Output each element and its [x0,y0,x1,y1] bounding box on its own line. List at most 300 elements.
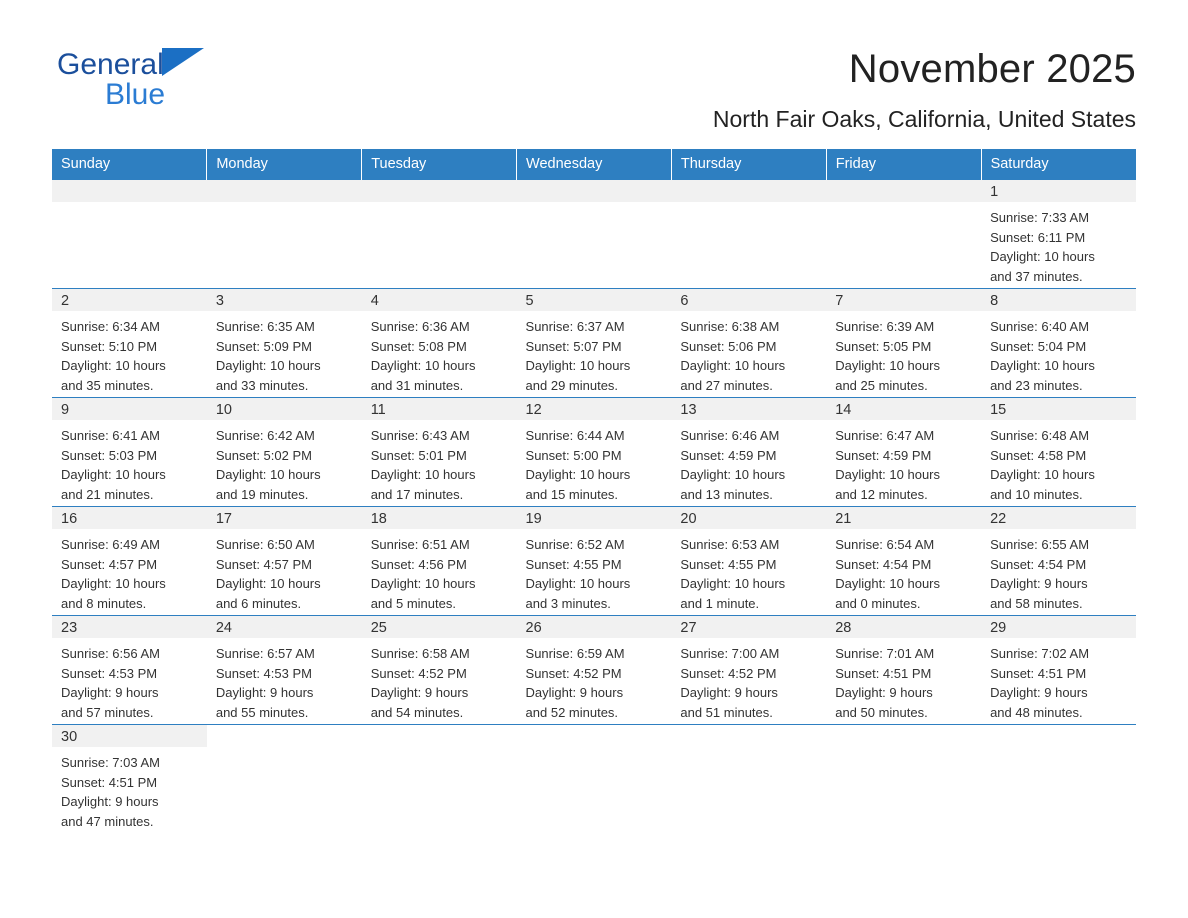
sunrise-text: Sunrise: 7:01 AM [835,646,935,661]
sunset-text: Sunset: 5:02 PM [215,447,312,463]
calendar-day-cell[interactable] [517,289,672,398]
day-cell-inner [826,507,981,615]
daylight-text: Daylight: 10 hours [215,358,321,374]
sun-info [671,311,826,395]
day-cell-inner [826,725,981,833]
calendar-day-cell[interactable] [517,616,672,725]
daylight-text: Daylight: 10 hours [215,576,321,592]
calendar-empty-cell [362,180,517,289]
calendar-day-cell[interactable] [207,507,362,616]
day-number-band [826,725,981,747]
calendar-empty-cell [207,180,362,289]
calendar-day-cell[interactable] [52,507,207,616]
daylight-text-cont: and 25 minutes. [835,377,928,393]
calendar-day-cell[interactable] [671,507,826,616]
day-cell-inner [981,616,1136,724]
day-cell-inner [671,398,826,506]
daylight-text: Daylight: 10 hours [680,358,786,374]
sun-info [52,529,207,613]
day-cell-inner [517,398,672,506]
sunrise-text: Sunrise: 6:37 AM [525,319,625,334]
day-number-band [981,507,1136,529]
sunset-text: Sunset: 4:58 PM [990,447,1087,463]
daylight-text: Daylight: 10 hours [61,576,166,592]
sunrise-text: Sunrise: 7:00 AM [680,646,780,661]
sun-info [52,638,207,722]
sun-info [517,638,672,722]
day-cell-inner [362,725,517,833]
calendar-day-cell[interactable] [52,398,207,507]
calendar-day-cell[interactable] [826,398,981,507]
calendar-week-row [52,725,1136,834]
sunrise-text: Sunrise: 6:49 AM [61,537,160,552]
sun-info [981,202,1136,286]
daylight-text: Daylight: 9 hours [61,794,159,810]
sunset-text: Sunset: 5:03 PM [61,447,158,463]
day-number-band [671,507,826,529]
calendar-day-cell[interactable] [671,398,826,507]
daylight-text: Daylight: 10 hours [525,358,631,374]
daylight-text: Daylight: 9 hours [680,685,778,701]
calendar-day-cell[interactable] [826,507,981,616]
sunset-text: Sunset: 5:09 PM [215,338,312,354]
calendar-day-cell[interactable] [207,289,362,398]
weekday-header-friday: Friday [826,149,981,180]
daylight-text-cont: and 48 minutes. [990,704,1083,720]
daylight-text: Daylight: 10 hours [525,467,631,483]
sunrise-text: Sunrise: 6:44 AM [525,428,625,443]
daylight-text-cont: and 0 minutes. [835,595,921,611]
daylight-text-cont: and 37 minutes. [990,268,1083,284]
day-number-band [517,725,672,747]
day-number: 16 [61,511,78,527]
sunset-text: Sunset: 5:10 PM [61,338,158,354]
logo-top-row [57,46,327,82]
calendar-day-cell[interactable] [826,289,981,398]
sun-info [362,420,517,504]
sunset-text: Sunset: 5:06 PM [680,338,777,354]
calendar-empty-cell [207,725,362,834]
day-number: 7 [835,293,844,309]
day-number-band [207,180,362,202]
day-cell-inner [517,289,672,397]
calendar-day-cell[interactable] [207,616,362,725]
sun-info [207,529,362,613]
sunrise-text: Sunrise: 7:02 AM [990,646,1090,661]
day-cell-inner [52,180,207,288]
daylight-text-cont: and 5 minutes. [370,595,456,611]
day-number-band [671,289,826,311]
daylight-text-cont: and 50 minutes. [835,704,928,720]
day-number: 21 [835,511,852,527]
daylight-text: Daylight: 9 hours [61,685,159,701]
sun-info [207,420,362,504]
day-number: 23 [61,620,78,636]
daylight-text-cont: and 8 minutes. [61,595,147,611]
day-number: 27 [680,620,697,636]
calendar-week-row [52,398,1136,507]
calendar-body [52,180,1136,833]
day-number: 1 [990,184,999,200]
daylight-text: Daylight: 10 hours [990,467,1095,483]
daylight-text-cont: and 6 minutes. [215,595,302,611]
day-number: 4 [370,293,379,309]
day-number: 20 [680,511,697,527]
day-number: 26 [525,620,542,636]
sun-info [52,747,207,831]
sun-info [362,311,517,395]
day-cell-inner [981,289,1136,397]
day-number: 15 [990,402,1007,418]
sunset-text: Sunset: 5:01 PM [370,447,467,463]
sunrise-text: Sunrise: 6:57 AM [215,646,315,661]
day-number-band [826,289,981,311]
day-number-band [981,180,1136,202]
sunset-text: Sunset: 4:53 PM [215,665,312,681]
sun-info [826,529,981,613]
day-cell-inner [362,180,517,288]
logo-text-general: General [57,48,164,81]
sunset-text: Sunset: 4:55 PM [680,556,777,572]
daylight-text-cont: and 29 minutes. [525,377,619,393]
calendar-table [52,149,1136,833]
calendar-day-cell[interactable] [362,507,517,616]
daylight-text: Daylight: 10 hours [835,467,940,483]
daylight-text: Daylight: 9 hours [990,685,1088,701]
daylight-text-cont: and 1 minute. [680,595,760,611]
calendar-day-cell[interactable] [826,616,981,725]
calendar-day-cell[interactable] [207,398,362,507]
sunrise-text: Sunrise: 6:39 AM [835,319,935,334]
sunrise-text: Sunrise: 6:42 AM [215,428,315,443]
daylight-text: Daylight: 10 hours [835,358,940,374]
daylight-text-cont: and 51 minutes. [680,704,773,720]
weekday-header-row [52,149,1136,180]
day-number-band [517,180,672,202]
day-cell-inner [207,616,362,724]
sunset-text: Sunset: 5:07 PM [525,338,622,354]
daylight-text: Daylight: 9 hours [835,685,933,701]
sunset-text: Sunset: 4:57 PM [61,556,158,572]
day-number: 3 [215,293,224,309]
weekday-header-sunday: Sunday [52,149,207,180]
calendar-empty-cell [362,725,517,834]
day-cell-inner [826,289,981,397]
daylight-text-cont: and 27 minutes. [680,377,773,393]
sunrise-text: Sunrise: 6:46 AM [680,428,780,443]
calendar-empty-cell [671,725,826,834]
day-cell-inner [52,616,207,724]
sun-info [671,529,826,613]
day-number-band [52,616,207,638]
daylight-text-cont: and 58 minutes. [990,595,1083,611]
daylight-text: Daylight: 10 hours [680,467,786,483]
sunset-text: Sunset: 5:00 PM [525,447,622,463]
day-number: 30 [61,729,78,745]
day-number: 18 [370,511,387,527]
sunrise-text: Sunrise: 6:48 AM [990,428,1090,443]
calendar-week-row [52,616,1136,725]
day-number-band [362,507,517,529]
day-cell-inner [671,725,826,833]
day-cell-inner [826,616,981,724]
daylight-text-cont: and 33 minutes. [215,377,309,393]
calendar-day-cell[interactable] [362,616,517,725]
day-number: 19 [525,511,542,527]
calendar-empty-cell [52,180,207,289]
day-cell-inner [517,507,672,615]
sunrise-text: Sunrise: 6:58 AM [370,646,470,661]
daylight-text: Daylight: 9 hours [370,685,469,701]
day-number: 8 [990,293,999,309]
calendar-day-cell[interactable] [362,398,517,507]
day-cell-inner [517,725,672,833]
day-number-band [362,725,517,747]
page-header [52,0,1136,133]
sunrise-text: Sunrise: 6:43 AM [370,428,470,443]
day-number-band [207,616,362,638]
day-cell-inner [517,180,672,288]
calendar-empty-cell [517,725,672,834]
daylight-text-cont: and 52 minutes. [525,704,619,720]
day-number-band [517,398,672,420]
sunset-text: Sunset: 4:52 PM [525,665,622,681]
sunset-text: Sunset: 4:55 PM [525,556,622,572]
daylight-text-cont: and 19 minutes. [215,486,309,502]
sunrise-text: Sunrise: 6:53 AM [680,537,780,552]
day-cell-inner [517,616,672,724]
sun-info [826,420,981,504]
daylight-text-cont: and 3 minutes. [525,595,611,611]
sun-info [52,420,207,504]
sunset-text: Sunset: 4:51 PM [990,665,1087,681]
day-number-band [207,289,362,311]
daylight-text-cont: and 55 minutes. [215,704,309,720]
day-number-band [981,289,1136,311]
day-number-band [826,180,981,202]
day-number-band [207,507,362,529]
sunset-text: Sunset: 4:54 PM [990,556,1087,572]
calendar-week-row [52,180,1136,289]
title-block [327,46,1136,133]
sunrise-text: Sunrise: 6:52 AM [525,537,625,552]
daylight-text-cont: and 54 minutes. [370,704,464,720]
sun-info [52,311,207,395]
day-number: 12 [525,402,542,418]
day-number: 22 [990,511,1007,527]
sun-info [826,311,981,395]
day-cell-inner [52,725,207,833]
sun-info [671,638,826,722]
sunset-text: Sunset: 4:57 PM [215,556,312,572]
day-cell-inner [52,289,207,397]
calendar-day-cell[interactable] [52,725,207,834]
sun-info [981,638,1136,722]
sun-info [981,529,1136,613]
day-cell-inner [207,180,362,288]
sun-info [981,420,1136,504]
sunrise-text: Sunrise: 7:03 AM [61,755,160,770]
daylight-text-cont: and 15 minutes. [525,486,619,502]
day-cell-inner [671,289,826,397]
sunrise-text: Sunrise: 6:59 AM [525,646,625,661]
day-cell-inner [362,289,517,397]
day-number: 11 [370,402,386,418]
daylight-text: Daylight: 9 hours [215,685,314,701]
calendar-day-cell[interactable] [981,616,1136,725]
sunrise-text: Sunrise: 6:35 AM [215,319,315,334]
day-cell-inner [207,289,362,397]
sun-info [671,420,826,504]
day-number-band [207,398,362,420]
day-cell-inner [981,725,1136,833]
sunset-text: Sunset: 5:08 PM [370,338,467,354]
day-number: 14 [835,402,852,418]
weekday-header-monday: Monday [207,149,362,180]
sunrise-text: Sunrise: 6:41 AM [61,428,160,443]
daylight-text-cont: and 10 minutes. [990,486,1083,502]
sunset-text: Sunset: 4:53 PM [61,665,158,681]
day-number: 9 [61,402,70,418]
day-number-band [826,616,981,638]
calendar-day-cell[interactable] [362,289,517,398]
day-number-band [52,507,207,529]
day-cell-inner [826,180,981,288]
daylight-text: Daylight: 10 hours [370,467,476,483]
day-number-band [517,616,672,638]
day-number-band [52,725,207,747]
daylight-text: Daylight: 9 hours [525,685,624,701]
sunrise-text: Sunrise: 6:55 AM [990,537,1090,552]
daylight-text: Daylight: 9 hours [990,576,1088,592]
calendar-week-row [52,507,1136,616]
day-number: 6 [680,293,689,309]
daylight-text-cont: and 12 minutes. [835,486,928,502]
sun-info [207,638,362,722]
calendar-day-cell[interactable] [52,289,207,398]
sunrise-text: Sunrise: 6:34 AM [61,319,160,334]
day-number-band [671,180,826,202]
day-cell-inner [362,616,517,724]
sunset-text: Sunset: 6:11 PM [990,229,1086,245]
sun-info [517,529,672,613]
sunrise-text: Sunrise: 6:36 AM [370,319,470,334]
day-cell-inner [826,398,981,506]
calendar-day-cell[interactable] [981,507,1136,616]
daylight-text-cont: and 47 minutes. [61,813,154,829]
day-number-band [981,616,1136,638]
daylight-text: Daylight: 10 hours [215,467,321,483]
day-number-band [671,616,826,638]
calendar-day-cell[interactable] [981,180,1136,289]
calendar-day-cell[interactable] [981,398,1136,507]
sun-info [517,311,672,395]
day-number-band [362,289,517,311]
day-number-band [671,725,826,747]
sunrise-text: Sunrise: 6:54 AM [835,537,935,552]
location-subtitle: North Fair Oaks, California, United States [712,106,1136,132]
sunset-text: Sunset: 5:04 PM [990,338,1087,354]
daylight-text: Daylight: 10 hours [990,358,1095,374]
daylight-text-cont: and 57 minutes. [61,704,154,720]
daylight-text: Daylight: 10 hours [680,576,786,592]
page-title: November 2025 [848,47,1136,91]
day-number-band [826,507,981,529]
day-cell-inner [207,507,362,615]
sunrise-text: Sunrise: 6:50 AM [215,537,315,552]
sun-info [981,311,1136,395]
day-number: 10 [215,402,232,418]
generalblue-logo [52,46,327,110]
day-number-band [52,289,207,311]
day-number: 24 [215,620,232,636]
sun-info [362,638,517,722]
day-number: 25 [370,620,387,636]
day-cell-inner [671,180,826,288]
day-cell-inner [671,616,826,724]
daylight-text-cont: and 21 minutes. [61,486,154,502]
sunrise-text: Sunrise: 6:38 AM [680,319,780,334]
daylight-text: Daylight: 10 hours [525,576,631,592]
sunset-text: Sunset: 5:05 PM [835,338,932,354]
calendar-empty-cell [671,180,826,289]
day-cell-inner [671,507,826,615]
sunrise-text: Sunrise: 7:33 AM [990,210,1090,225]
day-number-band [671,398,826,420]
daylight-text-cont: and 13 minutes. [680,486,773,502]
sun-info [362,529,517,613]
daylight-text-cont: and 31 minutes. [370,377,464,393]
daylight-text: Daylight: 10 hours [370,576,476,592]
day-number-band [52,398,207,420]
sunset-text: Sunset: 4:54 PM [835,556,932,572]
day-number-band [981,725,1136,747]
calendar-day-cell[interactable] [671,289,826,398]
sunset-text: Sunset: 4:52 PM [370,665,467,681]
calendar-empty-cell [981,725,1136,834]
daylight-text-cont: and 23 minutes. [990,377,1083,393]
day-number-band [517,289,672,311]
calendar-day-cell[interactable] [671,616,826,725]
calendar-day-cell[interactable] [517,507,672,616]
sun-info [826,638,981,722]
day-number: 5 [525,293,534,309]
day-cell-inner [207,398,362,506]
sunset-text: Sunset: 4:51 PM [61,774,158,790]
sunset-text: Sunset: 4:52 PM [680,665,777,681]
day-number: 17 [215,511,232,527]
calendar-day-cell[interactable] [52,616,207,725]
sunset-text: Sunset: 4:56 PM [370,556,467,572]
daylight-text: Daylight: 10 hours [61,358,166,374]
triangle-flag-icon [162,46,206,81]
day-cell-inner [52,398,207,506]
calendar-day-cell[interactable] [981,289,1136,398]
day-number-band [826,398,981,420]
daylight-text: Daylight: 10 hours [61,467,166,483]
calendar-week-row [52,289,1136,398]
calendar-day-cell[interactable] [517,398,672,507]
day-number-band [362,616,517,638]
day-number-band [362,180,517,202]
logo-text-blue: Blue [105,78,166,111]
day-cell-inner [362,398,517,506]
calendar-empty-cell [826,725,981,834]
day-cell-inner [362,507,517,615]
day-cell-inner [52,507,207,615]
sun-info [207,311,362,395]
calendar-empty-cell [826,180,981,289]
